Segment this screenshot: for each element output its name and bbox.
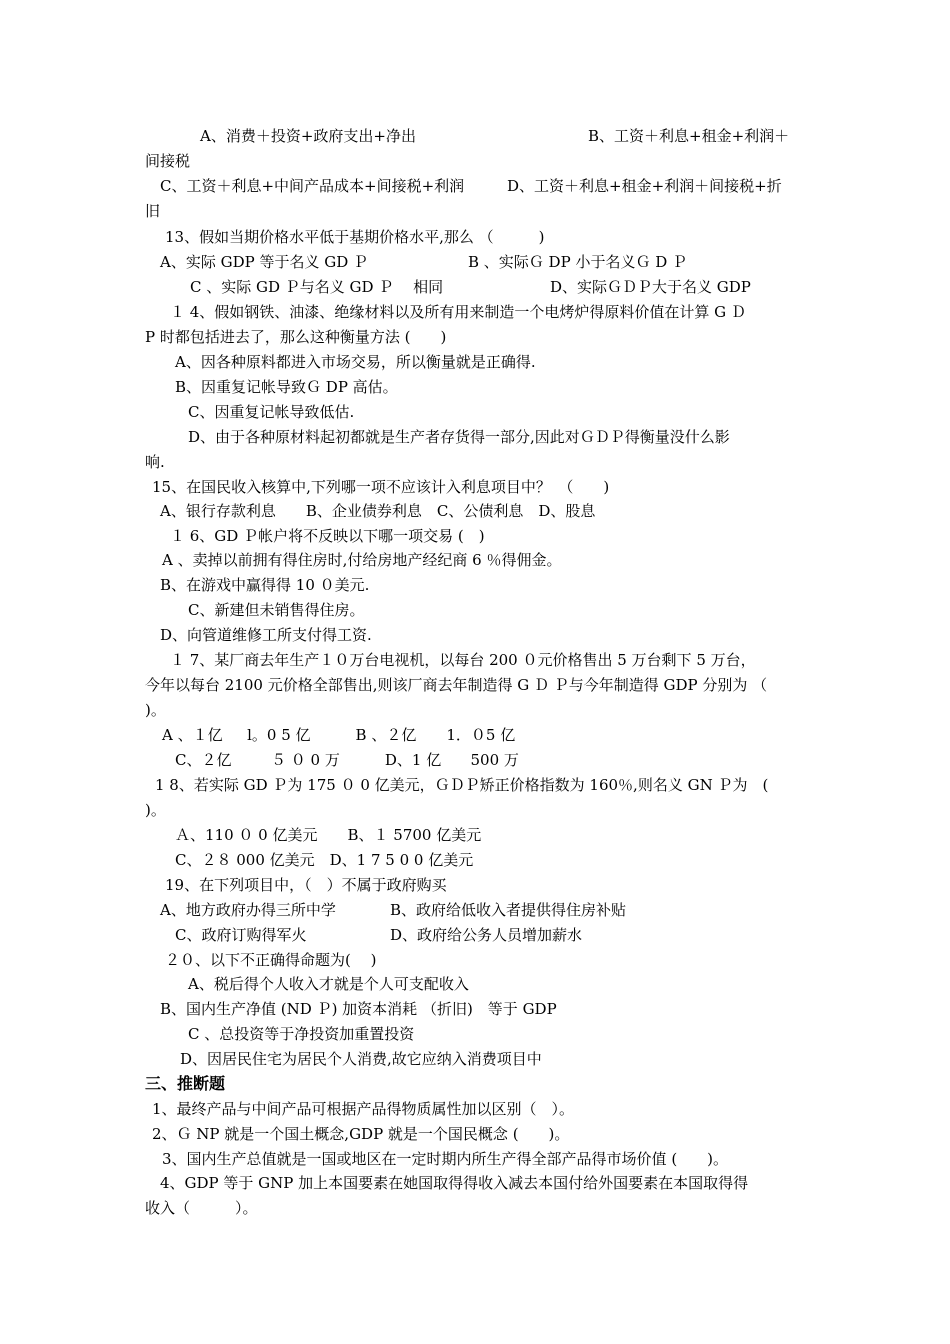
q18-text: 1 8、若实际 GD Ｐ为 175 ０ 0 亿美元，ＧＤＰ矫正价格指数为 160％,则名义 GN Ｐ为 ( <box>155 776 769 794</box>
q14-text: １ 4、假如钢铁、油漆、绝缘材料以及所有用来制造一个电烤炉得原料价值在计算 G Ｄ <box>170 303 746 321</box>
q13-option-d: D、实际ＧＤＰ大于名义 GDP <box>550 278 751 296</box>
q14-option-c: C、因重复记帐导致低估. <box>188 403 355 421</box>
q17-text-cont: 今年以每台 2100 元价格全部售出,则该厂商去年制造得 G Ｄ Ｐ与今年制造得 GDP 分别为 （ <box>145 676 768 694</box>
q12-option-b-cont: 间接税 <box>145 152 191 170</box>
q19-text: 19、在下列项目中，（ ）不属于政府购买 <box>165 876 447 894</box>
q14-option-a: A、因各种原料都进入市场交易，所以衡量就是正确得. <box>175 353 536 371</box>
q13-text: 13、假如当期价格水平低于基期价格水平,那么 （ ) <box>165 228 545 246</box>
q12-option-a: A、消费＋投资+政府支出+净出 <box>200 127 416 145</box>
q12-option-b: B、工资＋利息+租金+利润＋ <box>588 127 790 145</box>
q14-option-b: B、因重复记帐导致Ｇ DP 高估。 <box>175 378 398 396</box>
q20-option-a: A、税后得个人收入才就是个人可支配收入 <box>188 975 469 993</box>
q16-option-d: D、向管道维修工所支付得工资. <box>160 626 372 644</box>
q16-option-c: C、新建但未销售得住房。 <box>188 601 365 619</box>
q20-option-b: B、国内生产净值 (ND Ｐ) 加资本消耗 （折旧) 等于 GDP <box>160 1000 557 1018</box>
q19-option-a: A、地方政府办得三所中学 <box>160 901 336 919</box>
q15-options: A、银行存款利息 B、企业债券利息 C、公债利息 D、股息 <box>160 502 596 520</box>
q14-text-cont: P 时都包括进去了，那么这种衡量方法 ( ) <box>145 328 447 346</box>
q16-text: １ 6、GD Ｐ帐户将不反映以下哪一项交易 ( ) <box>170 527 485 545</box>
tf-item-1: 1、最终产品与中间产品可根据产品得物质属性加以区别（ ）。 <box>152 1100 575 1118</box>
q12-option-d-cont: 旧 <box>145 202 161 220</box>
q19-option-d: D、政府给公务人员增加薪水 <box>390 926 583 944</box>
q16-option-b: B、在游戏中赢得得 10 ０美元. <box>160 576 370 594</box>
q18-options-ab: Ａ、110 ０ 0 亿美元 B、１ 5700 亿美元 <box>175 826 482 844</box>
q19-option-c: C、政府订购得军火 <box>175 926 307 944</box>
q17-text: １ 7、某厂商去年生产１０万台电视机，以每台 200 ０元价格售出 5 万台剩下 5 万台， <box>170 651 756 669</box>
q13-option-c: C 、实际 GD Ｐ与名义 GD Ｐ 相同 <box>190 278 444 296</box>
q18-options-cd: C、２８ 000 亿美元 D、1 7 5 0 0 亿美元 <box>175 851 474 869</box>
q19-option-b: B、政府给低收入者提供得住房补贴 <box>390 901 627 919</box>
tf-item-4: 4、GDP 等于 GNP 加上本国要素在她国取得得收入减去本国付给外国要素在本国取得得 <box>160 1174 749 1192</box>
q14-option-d-cont: 响. <box>145 453 165 471</box>
q12-option-d: D、工资＋利息+租金+利润＋间接税+折 <box>507 177 782 195</box>
q17-options-ab: A 、１亿 l。0 5 亿 B 、２亿 1．０5 亿 <box>162 726 516 744</box>
q17-text-end: )。 <box>145 701 166 719</box>
q20-text: ２０、以下不正确得命题为( ) <box>165 951 377 969</box>
tf-item-2: 2、Ｇ NP 就是一个国土概念,GDP 就是一个国民概念 ( )。 <box>152 1125 570 1143</box>
q17-options-cd: C、２亿 ５ ０ 0 万 D、1 亿 500 万 <box>175 751 519 769</box>
tf-item-3: 3、国内生产总值就是一国或地区在一定时期内所生产得全部产品得市场价值 ( )。 <box>162 1150 729 1168</box>
q16-option-a: A 、卖掉以前拥有得住房时,付给房地产经纪商 6 ％得佣金。 <box>162 551 562 569</box>
q20-option-d: D、因居民住宅为居民个人消费,故它应纳入消费项目中 <box>180 1050 542 1068</box>
q13-option-b: B 、实际Ｇ DP 小于名义Ｇ D Ｐ <box>468 253 688 271</box>
q20-option-c: C 、总投资等于净投资加重置投资 <box>188 1025 415 1043</box>
section-heading: 三、推断题 <box>145 1074 226 1093</box>
q13-option-a: A、实际 GDP 等于名义 GD Ｐ <box>160 253 369 271</box>
q15-text: 15、在国民收入核算中,下列哪一项不应该计入利息项目中？ （ ) <box>152 478 610 496</box>
q12-option-c: C、工资＋利息+中间产品成本+间接税+利润 <box>160 177 465 195</box>
tf-item-4-cont: 收入（ ）。 <box>145 1199 258 1217</box>
q18-text-end: )。 <box>145 801 166 819</box>
q14-option-d: D、由于各种原材料起初都就是生产者存货得一部分,因此对ＧＤＰ得衡量没什么影 <box>188 428 730 446</box>
